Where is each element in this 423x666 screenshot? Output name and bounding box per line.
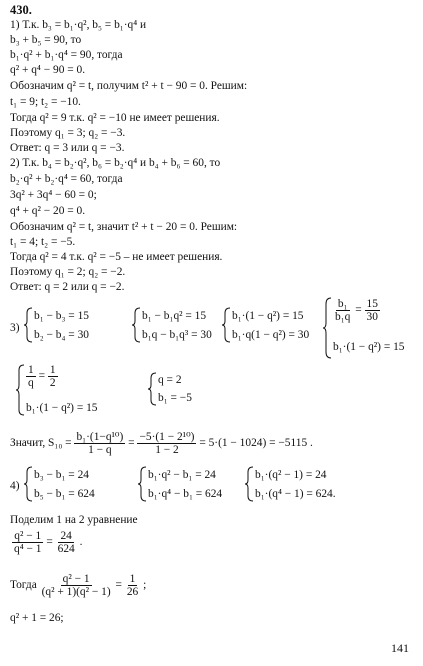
- fraction: [365, 298, 380, 323]
- fraction: [12, 530, 43, 555]
- text-line: Поэтому q₁ = 2; q₂ = −2.: [10, 266, 126, 278]
- denominator: (q² + 1)(q² − 1): [41, 586, 111, 598]
- text-line: Тогда q² = 9 т.к. q² = −10 не имеет решения.: [10, 112, 220, 124]
- system-row: b₁·(q² − 1) = 24: [255, 469, 327, 481]
- denominator: q⁴ − 1: [14, 543, 42, 555]
- denominator: b₁q: [335, 311, 351, 323]
- system-row: b₂ − b₄ = 30: [34, 329, 89, 341]
- system-row: b₁·q² − b₁ = 24: [148, 469, 216, 481]
- sum-formula: [10, 431, 313, 456]
- numerator: −5·(1 − 2¹⁰): [139, 431, 195, 443]
- equation-system: [138, 466, 248, 502]
- equals-sign: =: [355, 304, 362, 317]
- sum-label: Значит, S₁₀ =: [10, 437, 72, 450]
- brace-icon: [138, 466, 148, 502]
- part-label: 4): [10, 480, 20, 492]
- text-line: q² + 1 = 26;: [10, 612, 64, 624]
- division-fraction: [12, 530, 82, 555]
- system-row: b₁·(1 − q²) = 15: [26, 402, 98, 414]
- fraction: [40, 573, 113, 598]
- system-row: b₁q − b₁q³ = 30: [142, 329, 212, 341]
- equation-system: [222, 307, 322, 343]
- text-line: 3q² + 3q⁴ − 60 = 0;: [10, 189, 97, 201]
- fraction: [48, 364, 58, 389]
- equation-system: [323, 297, 418, 361]
- text-line: 2) Т.к. b₄ = b₂·q², b₆ = b₂·q⁴ и b₄ + b₆ = 60, то: [10, 157, 221, 169]
- brace-icon: [24, 466, 34, 502]
- text-line: q⁴ + q² − 20 = 0.: [10, 205, 86, 217]
- sum-result: = 5·(1 − 1024) = −5115 .: [199, 437, 313, 450]
- numerator: b₁·(1−q¹⁰): [76, 431, 124, 443]
- numerator: 24: [60, 530, 72, 542]
- denominator: 1 − q: [88, 444, 112, 456]
- text-line: b₂·q² + b₂·q⁴ = 60, тогда: [10, 173, 123, 185]
- brace-icon: [323, 297, 333, 359]
- text-line: t₁ = 9; t₂ = −10.: [10, 96, 81, 108]
- system-row: b₁·(1 − q²) = 15: [333, 341, 405, 353]
- text-line: q² + q⁴ − 90 = 0.: [10, 64, 86, 76]
- text-line: Поделим 1 на 2 уравнение: [10, 514, 138, 526]
- text-line: t₁ = 4; t₂ = −5.: [10, 236, 76, 248]
- brace-icon: [132, 307, 142, 343]
- part-label: 3): [10, 322, 20, 334]
- fraction: [56, 530, 77, 555]
- text-line: Поэтому q₁ = 3; q₂ = −3.: [10, 127, 126, 139]
- fraction-row: [333, 298, 380, 323]
- system-row: b₁ − b₃ = 15: [34, 310, 89, 322]
- togda-equation: [10, 573, 146, 598]
- problem-number: 430.: [10, 3, 32, 17]
- equals-sign: =: [38, 370, 45, 383]
- text-line: Обозначим q² = t, значит t² + t − 20 = 0. Решим:: [10, 221, 238, 233]
- system-row: b₁·(q⁴ − 1) = 624.: [255, 488, 336, 500]
- fraction: [137, 431, 196, 456]
- fraction: [125, 573, 140, 598]
- page-number: 141: [391, 641, 409, 655]
- equation-system: [132, 307, 222, 343]
- equals-sign: =: [46, 536, 53, 549]
- fraction: [26, 364, 36, 389]
- punctuation: ;: [143, 579, 147, 592]
- brace-icon: [222, 307, 232, 343]
- equation-system: [24, 307, 120, 343]
- equals-sign: =: [115, 579, 122, 592]
- system-row: b₁ − b₁q² = 15: [142, 310, 207, 322]
- equation-system: [16, 364, 116, 416]
- answer-line: Ответ: q = 2 или q = −2.: [10, 281, 125, 293]
- denominator: 30: [366, 311, 378, 323]
- denominator: 26: [126, 586, 139, 598]
- answer-line: Ответ: q = 3 или q = −3.: [10, 142, 125, 154]
- equation-system: [24, 466, 124, 502]
- brace-icon: [16, 364, 26, 416]
- numerator: q² − 1: [14, 530, 42, 542]
- system-row: b₅ − b₁ = 624: [34, 488, 95, 500]
- equation-system: [148, 372, 208, 406]
- text-line: b₁·q² + b₁·q⁴ = 90, тогда: [10, 49, 123, 61]
- system-row: b₁ = −5: [158, 392, 192, 404]
- brace-icon: [245, 466, 255, 502]
- brace-icon: [148, 372, 158, 406]
- fraction: [74, 431, 125, 456]
- numerator: 1: [49, 364, 56, 376]
- punctuation: .: [79, 536, 83, 549]
- system-row: b₁·q(1 − q²) = 30: [232, 329, 310, 341]
- numerator: 1: [129, 573, 136, 585]
- text-line: Тогда q² = 4 т.к. q² = −5 – не имеет решения.: [10, 251, 223, 263]
- fraction-row: [26, 364, 58, 389]
- text-line: b₃ + b₅ = 90, то: [10, 34, 82, 46]
- equation-system: [245, 466, 365, 502]
- brace-icon: [24, 307, 34, 343]
- system-row: b₁·(1 − q²) = 15: [232, 310, 304, 322]
- text-line: Обозначим q² = t, получим t² + t − 90 = 0. Решим:: [10, 80, 248, 92]
- system-row: q = 2: [158, 374, 182, 386]
- denominator: 624: [57, 543, 75, 555]
- system-row: b₃ − b₁ = 24: [34, 469, 89, 481]
- fraction: [333, 298, 352, 323]
- numerator: b₁: [337, 298, 348, 310]
- togda-label: Тогда: [10, 579, 37, 592]
- numerator: 15: [366, 298, 378, 310]
- denominator: 1 − 2: [155, 444, 179, 456]
- system-row: b₁·q⁴ − b₁ = 624: [148, 488, 223, 500]
- numerator: q² − 1: [62, 573, 90, 585]
- denominator: q: [28, 377, 34, 389]
- text-line: 1) Т.к. b₃ = b₁·q², b₅ = b₁·q⁴ и: [10, 19, 147, 31]
- denominator: 2: [49, 377, 56, 389]
- numerator: 1: [28, 364, 34, 376]
- equals-sign: =: [128, 437, 135, 450]
